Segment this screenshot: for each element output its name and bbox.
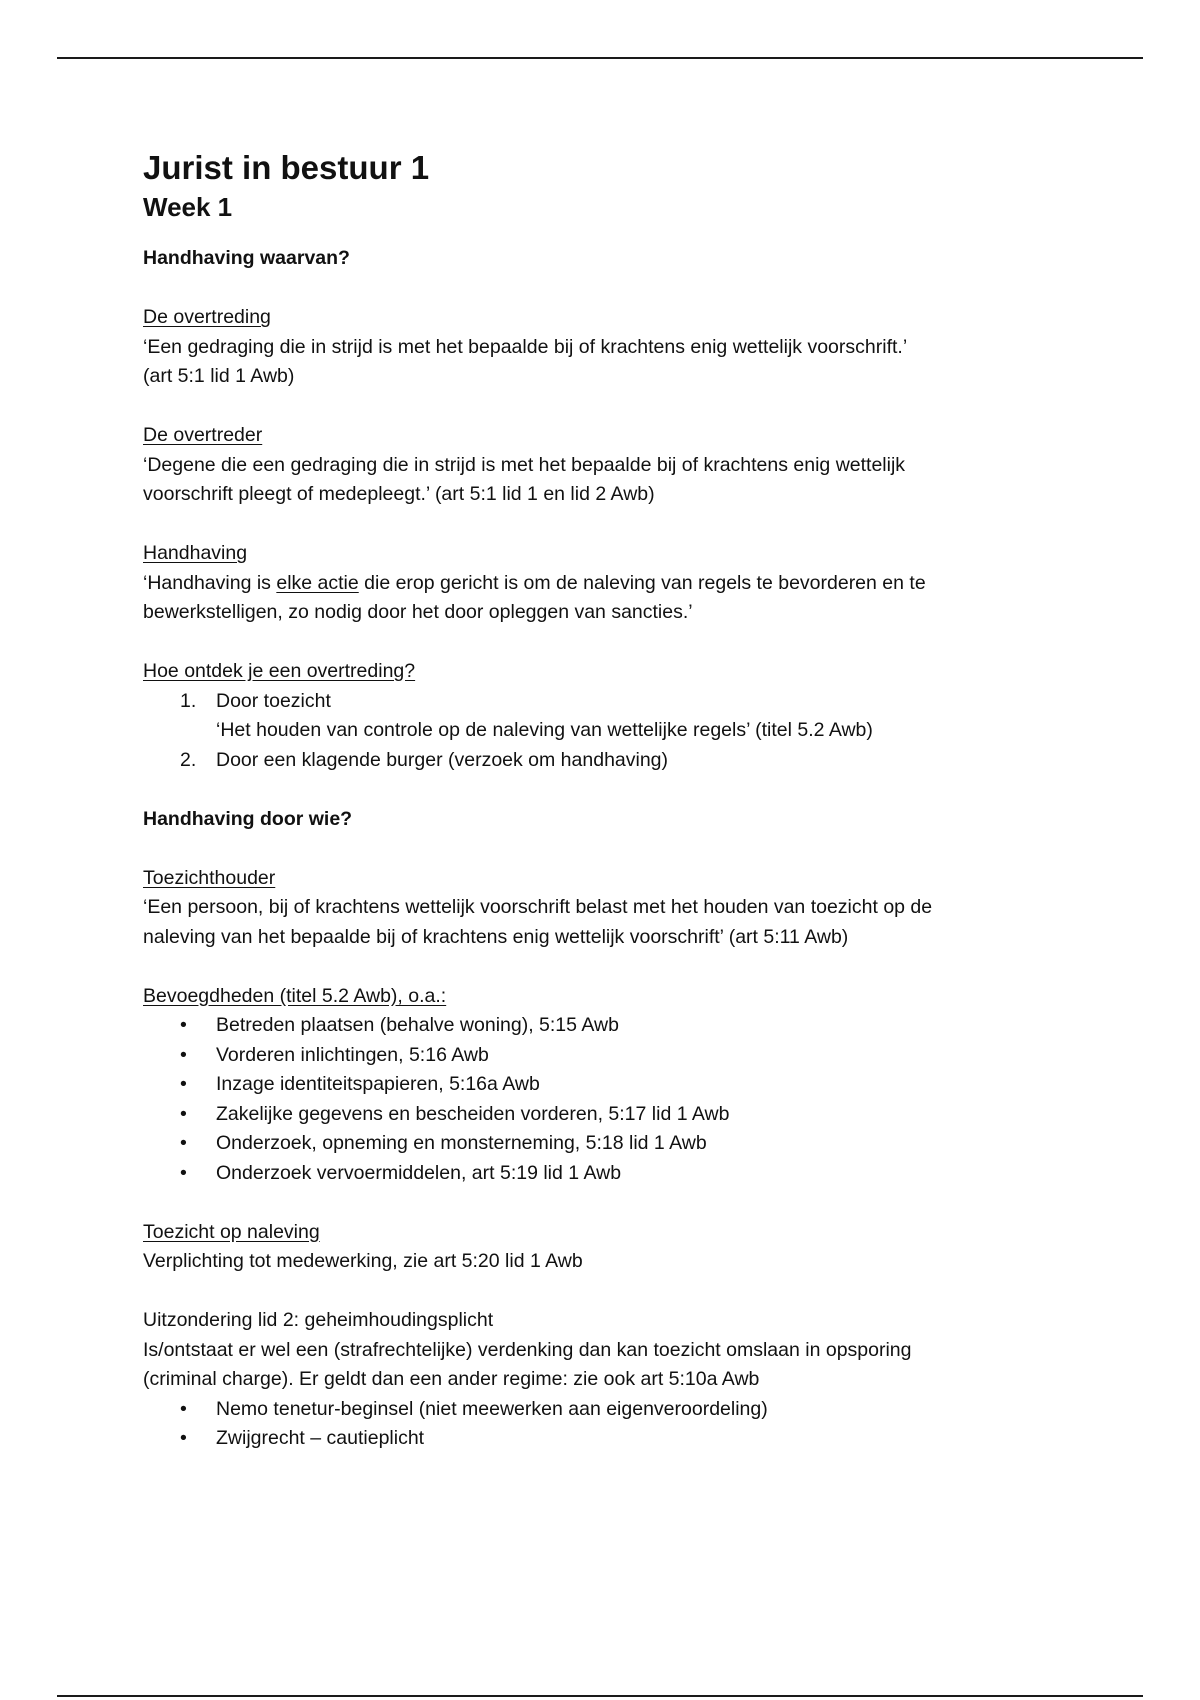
list-item	[143, 1129, 1093, 1159]
naleving-line1: Verplichting tot medewerking, zie art 5:20 lid 1 Awb	[143, 1250, 583, 1272]
bullet-icon: •	[180, 1397, 187, 1420]
overtreding-definition-line1: ‘Een gedraging die in strijd is met het bepaalde bij of krachtens enig wettelijk voorschrift.’	[143, 335, 908, 358]
bullet-icon: •	[180, 1102, 187, 1125]
bottom-rule	[57, 1695, 1143, 1697]
list-item-subtext: ‘Het houden van controle op de naleving van wettelijke regels’ (titel 5.2 Awb)	[216, 719, 873, 741]
uitzondering-line3: (criminal charge). Er geldt dan een ander regime: zie ook art 5:10a Awb	[143, 1368, 760, 1390]
overtreder-definition-line1: ‘Degene die een gedraging die in strijd is met het bepaalde bij of krachtens enig wettelijk	[143, 453, 906, 476]
list-item-text: Zwijgrecht – cautieplicht	[216, 1427, 425, 1449]
list-number: 1.	[180, 689, 197, 712]
list-item-text: Vorderen inlichtingen, 5:16 Awb	[216, 1043, 489, 1066]
list-number: 2.	[180, 748, 197, 771]
label-bevoegdheden: Bevoegdheden (titel 5.2 Awb), o.a.:	[143, 984, 447, 1007]
uitzondering-line1: Uitzondering lid 2: geheimhoudingsplicht	[143, 1309, 494, 1331]
list-item-text: Onderzoek, opneming en monsterneming, 5:18 lid 1 Awb	[216, 1132, 707, 1154]
bullet-icon: •	[180, 1073, 187, 1095]
list-item	[143, 1011, 1093, 1041]
list-item	[143, 1100, 1093, 1130]
handhaving-definition-line1	[143, 569, 1093, 599]
list-item-text: Inzage identiteitspapieren, 5:16a Awb	[216, 1073, 540, 1095]
list-item	[143, 687, 1093, 717]
bullet-icon: •	[180, 1014, 187, 1036]
list-item	[143, 1041, 1093, 1071]
document-title: Jurist in bestuur 1	[143, 149, 430, 186]
list-item	[143, 1424, 1093, 1454]
label-de-overtreding: De overtreding	[143, 306, 271, 328]
list-item-text: Nemo tenetur-beginsel (niet meewerken aan eigenveroordeling)	[216, 1397, 768, 1420]
bullet-icon: •	[180, 1132, 187, 1154]
list-item	[143, 1070, 1093, 1100]
overtreder-definition-line2: voorschrift pleegt of medepleegt.’ (art 5:1 lid 1 en lid 2 Awb)	[143, 483, 655, 505]
label-de-overtreder: De overtreder	[143, 424, 263, 446]
toezichthouder-definition-line2: naleving van het bepaalde bij of krachtens enig wettelijk voorschrift’ (art 5:11 Awb)	[143, 925, 849, 948]
top-rule	[57, 57, 1143, 59]
section-heading-handhaving-door-wie: Handhaving door wie?	[143, 807, 353, 830]
label-hoe-ontdek: Hoe ontdek je een overtreding?	[143, 660, 416, 682]
list-item	[143, 1159, 1093, 1189]
document-subtitle: Week 1	[143, 192, 233, 222]
label-handhaving: Handhaving	[143, 542, 248, 564]
uitzondering-line2: Is/ontstaat er wel een (strafrechtelijke) verdenking dan kan toezicht omslaan in opsporing	[143, 1338, 912, 1361]
list-item-continuation	[143, 716, 1093, 746]
handhaving-elke-actie: elke actie	[276, 571, 359, 594]
toezichthouder-definition-line1: ‘Een persoon, bij of krachtens wettelijk voorschrift belast met het houden van toezicht op de	[143, 896, 933, 918]
ontdek-list	[143, 687, 1093, 776]
list-item-text: Betreden plaatsen (behalve woning), 5:15 Awb	[216, 1014, 619, 1036]
overtreding-definition-line2: (art 5:1 lid 1 Awb)	[143, 365, 295, 387]
handhaving-line1-post: die erop gericht is om de naleving van regels te bevorderen en te	[358, 571, 926, 594]
handhaving-line1-pre: ‘Handhaving is	[143, 571, 277, 594]
label-toezichthouder: Toezichthouder	[143, 866, 276, 889]
label-toezicht-op-naleving: Toezicht op naleving	[143, 1220, 320, 1243]
bevoegdheden-list	[143, 1011, 1093, 1188]
bullet-icon: •	[180, 1043, 187, 1066]
uitzondering-list	[143, 1395, 1093, 1454]
bullet-icon: •	[180, 1161, 187, 1184]
section-heading-handhaving-waarvan: Handhaving waarvan?	[143, 247, 350, 269]
list-item-text: Door toezicht	[216, 689, 331, 712]
list-item	[143, 746, 1093, 776]
bullet-icon: •	[180, 1427, 187, 1449]
list-item-text: Onderzoek vervoermiddelen, art 5:19 lid 1 Awb	[216, 1161, 622, 1184]
list-item-text: Zakelijke gegevens en bescheiden vorderen, 5:17 lid 1 Awb	[216, 1102, 730, 1125]
handhaving-definition-line2: bewerkstelligen, zo nodig door het door opleggen van sancties.’	[143, 601, 693, 623]
document-page	[143, 146, 1093, 1454]
list-item	[143, 1395, 1093, 1425]
list-item-text: Door een klagende burger (verzoek om handhaving)	[216, 748, 669, 771]
